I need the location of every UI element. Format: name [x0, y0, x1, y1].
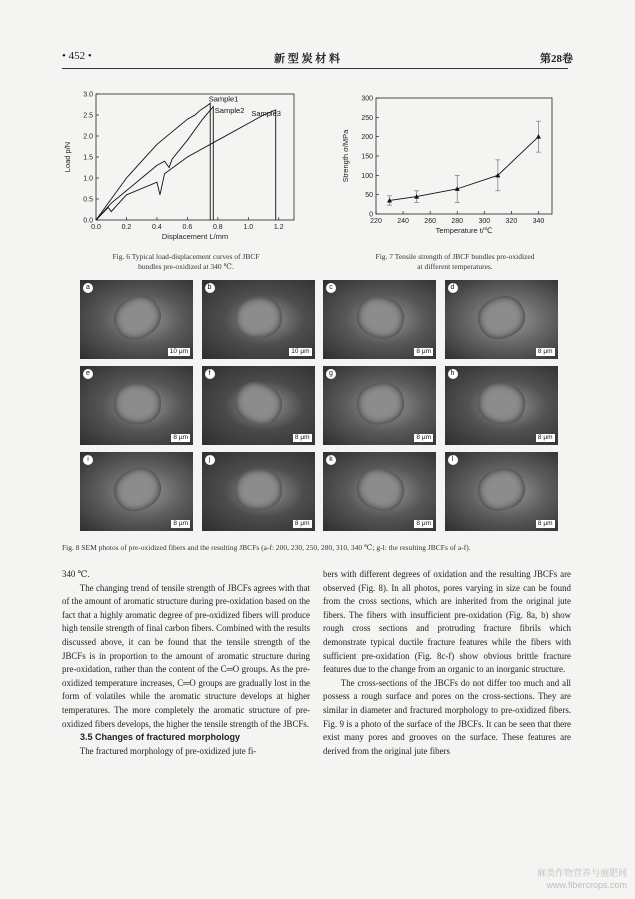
y-axis-label: Strength σ/MPa	[341, 129, 350, 183]
sem-panel-label: l	[448, 455, 458, 465]
x-tick-label: 280	[451, 218, 464, 225]
fig6-caption-line2: bundles pre-oxidized at 340 ℃.	[138, 262, 234, 271]
sem-panel-label: e	[83, 369, 93, 379]
y-tick-label: 2.5	[83, 112, 93, 120]
sem-panel-i	[80, 452, 193, 531]
series-line-2	[96, 107, 213, 220]
y-tick-label: 3.0	[83, 91, 93, 99]
y-tick-label: 1.5	[83, 154, 93, 162]
fiber-cross-section	[473, 463, 530, 516]
y-tick-label: 0.0	[83, 217, 93, 225]
x-axis-label: Displacement L/mm	[161, 232, 229, 241]
fig7-chart	[332, 92, 562, 250]
sem-panel-e	[80, 366, 193, 445]
scale-bar: 10 μm	[169, 348, 188, 355]
sem-panel-label: b	[205, 283, 215, 293]
scale-bar: 8 μm	[173, 434, 188, 441]
y-tick-label: 1.0	[83, 175, 93, 183]
watermark-line1: 麻类作物营养与施肥网	[536, 868, 627, 878]
scale-bar: 8 μm	[416, 348, 431, 355]
fiber-cross-section	[353, 379, 408, 429]
y-tick-label: 2.0	[83, 133, 93, 141]
left-p1: The changing trend of tensile strength of JBCFs agrees with that of the amount of aromatic structure during pre-oxidation based on the fact that a highly aromatic degree of pre-oxidized fibers will produce high tensile strength of final carbon fibers. Combined with the results discussed above, it can be found that the tensile strength of the JBCFs is in proportion to the amount of aromatic structure during pre-oxidation, rather than the content of the C═O groups. As the pre-oxidized temperature increases, C═O groups are gradually lost in the form of volatiles while the aromatic structure develops at higher temperatures. The more completely the aromatic structure of pre-oxidized fibers develops, the higher the tensile strength of the JBCFs.	[62, 582, 310, 729]
sem-panel-h	[445, 366, 558, 445]
sem-panel-a	[80, 280, 193, 359]
x-tick-label: 320	[505, 218, 518, 225]
y-tick-label: 0	[369, 211, 373, 219]
scale-bar: 8 μm	[416, 434, 431, 441]
series-line-1	[96, 103, 210, 220]
fiber-cross-section	[473, 290, 532, 345]
x-tick-label: 1.2	[273, 224, 284, 231]
sem-panel-label: j	[205, 455, 215, 465]
sem-panel-l	[445, 452, 558, 531]
sem-panel-d	[445, 280, 558, 359]
x-axis-label: Temperature t/℃	[435, 226, 493, 235]
fiber-cross-section	[475, 379, 529, 428]
scale-bar: 8 μm	[537, 348, 553, 355]
scale-bar: 8 μm	[173, 520, 188, 527]
x-tick-label: 300	[478, 218, 491, 225]
scale-bar: 8 μm	[294, 434, 310, 441]
y-tick-label: 150	[361, 153, 373, 161]
fig8-sem-grid	[80, 280, 558, 532]
series-line-3	[96, 110, 276, 220]
sem-panel-label: k	[326, 455, 336, 465]
x-tick-label: 0.4	[152, 224, 162, 231]
fiber-cross-section	[229, 375, 289, 432]
fiber-cross-section	[113, 383, 162, 426]
x-tick-label: 0.6	[182, 224, 193, 231]
sem-panel-b	[202, 280, 315, 359]
data-point	[536, 134, 541, 139]
y-axis-label: Load p/N	[63, 141, 72, 173]
y-tick-label: 250	[361, 114, 373, 122]
header-rule	[62, 68, 568, 69]
scale-bar: 8 μm	[537, 434, 553, 441]
sem-panel-label: a	[83, 283, 93, 293]
x-tick-label: 0.2	[121, 224, 132, 231]
fig8-caption: Fig. 8 SEM photos of pre-oxidized fibers and the resulting JBCFs (a-f: 200, 230, 250, 280, 310, 340 ℃; g-l: the resulting JBCFs of a-f).	[62, 543, 471, 552]
right-p2: The cross-sections of the JBCFs do not differ too much and all possess a rough surface and pores on the cross-sections. They are similar in diameter and fractured morphology to pre-oxidized fibers. Fig. 9 is a photo of the surface of the JBCFs. It can be seen that there exist many pores and grooves on the surface. These features are derived from the original jute fibers	[323, 677, 571, 756]
sem-panel-label: i	[83, 455, 93, 465]
x-tick-label: 260	[424, 218, 436, 225]
x-tick-label: 340	[532, 218, 545, 225]
scale-bar: 8 μm	[537, 520, 553, 527]
left-p0: 340 ℃.	[62, 569, 90, 579]
watermark-line2: www.fibercrops.com	[546, 880, 627, 890]
strength-line	[390, 137, 539, 201]
sem-panel-c	[323, 280, 436, 359]
right-p1: bers with different degrees of oxidation and the resulting JBCFs are observed (Fig. 8). In all photos, pores varying in size can be found from the cross sections, which are inherited from the original jute fibers. The fibers with insufficient pre-oxidation (Fig. 8a, b) show rough cross sections and protruding fracture fibrils which demonstrate typical ductile fracture features while the fibers with sufficient pre-oxidation (Fig. 8c-f) show obvious brittle fracture features due to the change from an organic to an inorganic structure.	[323, 569, 571, 675]
fig6-caption-line1: Fig. 6 Typical load-displacement curves of JBCF	[112, 252, 260, 261]
x-tick-label: 0.0	[91, 224, 101, 231]
fiber-cross-section	[351, 462, 410, 517]
sample-label: Sample2	[214, 105, 245, 115]
journal-title: 新 型 炭 材 料	[274, 53, 340, 65]
x-tick-label: 220	[370, 218, 382, 225]
fig7-caption-line1: Fig. 7 Tensile strength of JBCF bundles pre-oxidized	[375, 252, 535, 261]
x-tick-label: 0.8	[212, 224, 223, 231]
y-tick-label: 0.5	[83, 196, 93, 204]
scale-bar: 8 μm	[294, 520, 310, 527]
fiber-cross-section	[107, 288, 169, 347]
fig6-caption	[86, 252, 286, 272]
page-number: • 452 •	[62, 50, 92, 62]
fig7-caption-line2: at different temperatures.	[417, 262, 493, 271]
left-column	[62, 568, 310, 758]
sem-panel-label: f	[205, 369, 215, 379]
scale-bar: 8 μm	[416, 520, 431, 527]
fiber-cross-section	[234, 468, 284, 512]
volume-label: 第28卷	[540, 53, 573, 65]
sample-label: Sample3	[251, 108, 281, 118]
x-tick-label: 240	[397, 218, 409, 225]
fiber-cross-section	[107, 461, 168, 519]
sem-panel-j	[202, 452, 315, 531]
plot-frame	[376, 98, 552, 214]
left-p2: The fractured morphology of pre-oxidized jute fi-	[79, 745, 257, 756]
sem-panel-f	[202, 366, 315, 445]
scale-bar: 10 μm	[291, 348, 310, 355]
y-tick-label: 100	[361, 172, 373, 180]
fig6-chart	[62, 88, 302, 253]
sem-panel-label: c	[326, 283, 336, 293]
sem-panel-k	[323, 452, 436, 531]
watermark	[537, 867, 627, 891]
y-tick-label: 200	[361, 134, 373, 142]
sem-panel-label: d	[448, 283, 458, 293]
y-tick-label: 50	[365, 192, 373, 200]
fiber-cross-section	[233, 295, 285, 342]
sem-panel-label: g	[326, 369, 336, 379]
fig7-caption	[345, 252, 565, 272]
right-column	[323, 568, 571, 758]
fiber-cross-section	[352, 292, 409, 345]
section-heading: 3.5 Changes of fractured morphology	[80, 732, 241, 743]
sem-panel-g	[323, 366, 436, 445]
y-tick-label: 300	[361, 95, 373, 103]
x-tick-label: 1.0	[243, 224, 254, 231]
sample-label: Sample1	[208, 94, 239, 104]
sem-panel-label: h	[448, 369, 458, 379]
